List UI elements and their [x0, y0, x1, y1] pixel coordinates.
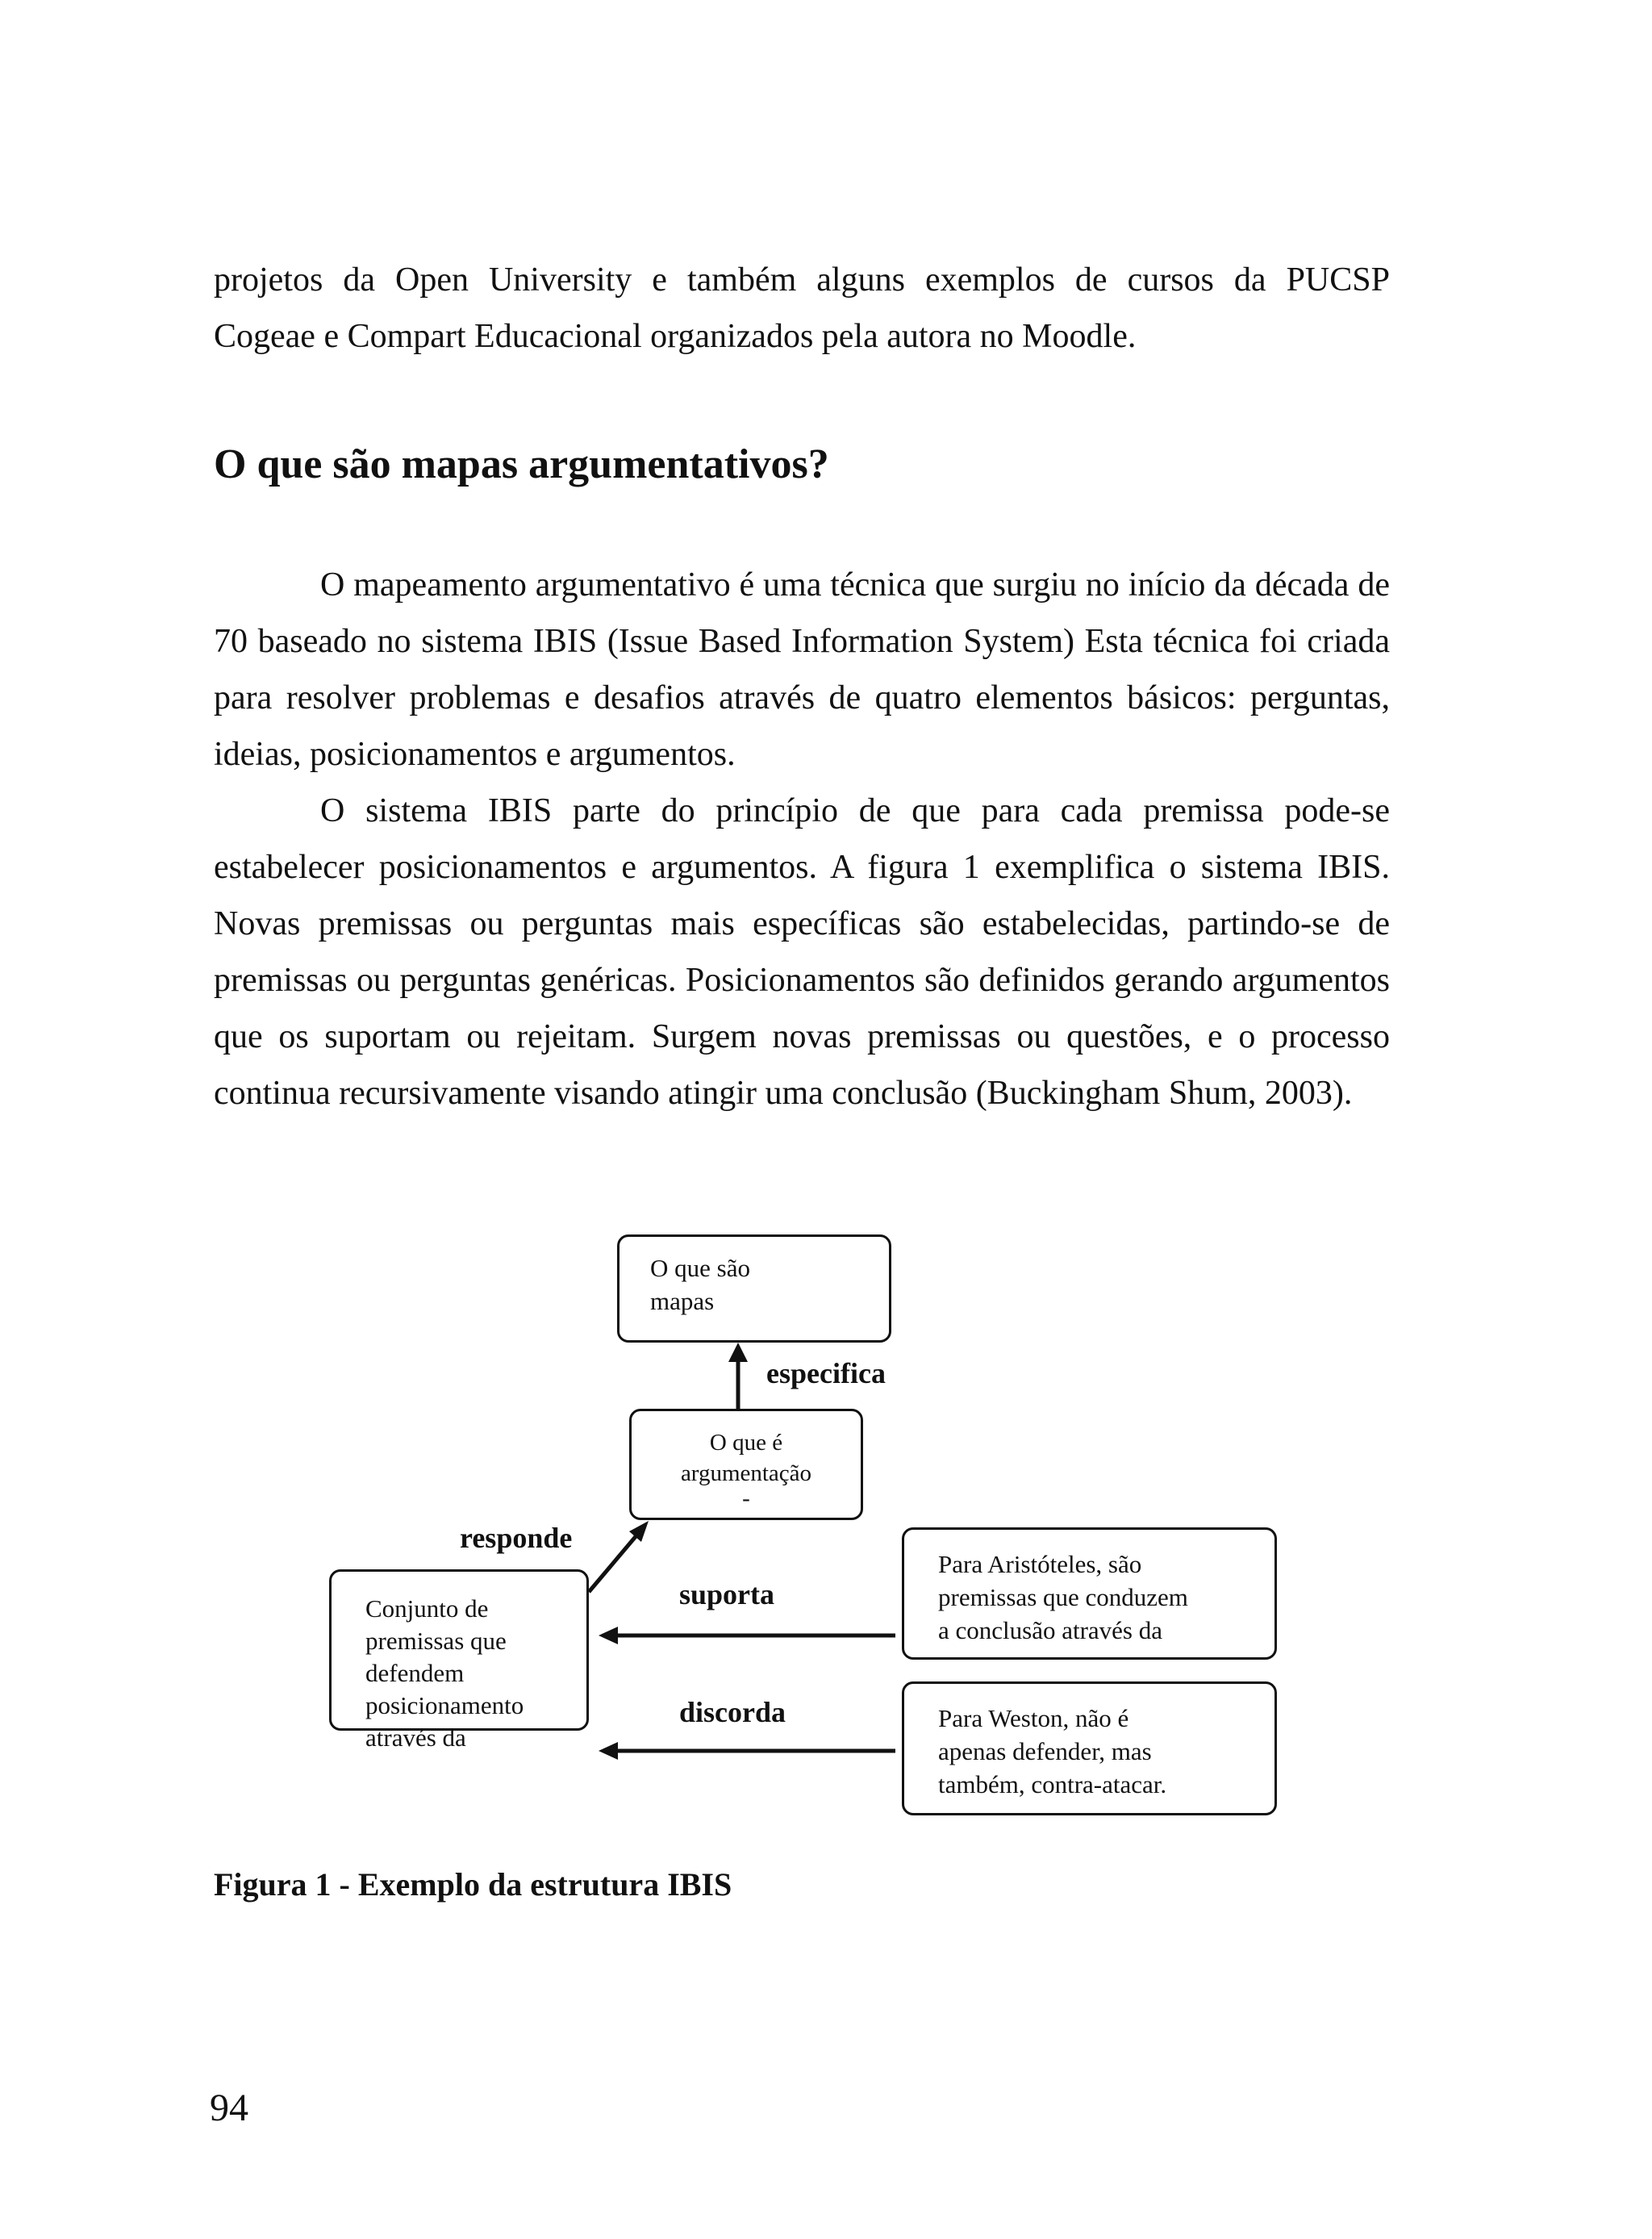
arrowhead-suporta — [599, 1627, 618, 1644]
node-position-line-4: posicionamento — [365, 1691, 524, 1719]
node-position-line-2: premissas que — [365, 1627, 507, 1655]
arrowhead-especifica — [728, 1343, 748, 1362]
node-question-mid-line-2: argumentação — [680, 1460, 812, 1486]
node-question-mid-line-3: - — [742, 1485, 750, 1511]
node-argument-disagree-line-1: Para Weston, não é — [938, 1704, 1129, 1732]
node-argument-disagree — [902, 1681, 1277, 1815]
arrow-responde — [589, 1535, 637, 1592]
label-suporta: suporta — [679, 1578, 775, 1610]
node-position-line-5: através da — [365, 1723, 466, 1752]
node-argument-disagree-line-2: apenas defender, mas — [938, 1737, 1152, 1765]
node-question-top — [617, 1234, 891, 1343]
node-argument-disagree-line-3: também, contra-atacar. — [938, 1770, 1167, 1798]
node-question-top-line-2: mapas — [650, 1287, 715, 1315]
node-argument-support-line-1: Para Aristóteles, são — [938, 1550, 1142, 1578]
node-question-top-line-1: O que são — [650, 1254, 750, 1282]
section-heading: O que são mapas argumentativos? — [214, 441, 829, 487]
paragraph-sistema-ibis: O sistema IBIS parte do princípio de que para cada premissa pode-se estabelecer posicionamentos e argumentos. A figura 1 exemplifica o sistema IBIS. Novas premissas ou perguntas mais específicas são estabelecidas, partindo-se de premissas ou perguntas genéricas. Posicionamentos são definidos gerando argumentos que os suportam ou rejeitam. Surgem novas premissas ou questões, e o processo continua recursivamente visando atingir uma conclusão (Buckingham Shum, 2003). — [214, 792, 1390, 1112]
figure-caption: Figura 1 - Exemplo da estrutura IBIS — [214, 1866, 732, 1903]
intro-line-2: Cogeae e Compart Educacional organizados pela autora no Moodle. — [214, 318, 1137, 355]
label-responde: responde — [460, 1522, 573, 1554]
arrowhead-discorda — [599, 1742, 618, 1760]
node-argument-support-line-2: premissas que conduzem — [938, 1583, 1188, 1611]
paragraph-mapeamento: O mapeamento argumentativo é uma técnica que surgiu no início da década de 70 baseado no sistema IBIS (Issue Based Information System) Esta técnica foi criada para resolver problemas e desafios através de quatro elementos básicos: perguntas, ideias, posicionamentos e argumentos. — [214, 566, 1390, 773]
node-position-line-1: Conjunto de — [365, 1594, 489, 1623]
node-position — [329, 1569, 589, 1752]
intro-paragraph — [214, 252, 1390, 365]
label-discorda: discorda — [679, 1696, 786, 1728]
node-position-line-3: defendem — [365, 1659, 465, 1687]
node-question-mid — [629, 1409, 863, 1520]
node-argument-support-line-3: a conclusão através da — [938, 1616, 1163, 1644]
node-question-mid-line-1: O que é — [709, 1430, 783, 1456]
ibis-diagram — [315, 1234, 1283, 1832]
label-especifica: especifica — [766, 1357, 886, 1389]
intro-line-1: projetos da Open University e também alguns exemplos de cursos da PUCSP — [214, 261, 1390, 299]
node-argument-support — [902, 1527, 1277, 1660]
page-number: 94 — [210, 2087, 248, 2129]
body-paragraphs — [214, 557, 1390, 1122]
